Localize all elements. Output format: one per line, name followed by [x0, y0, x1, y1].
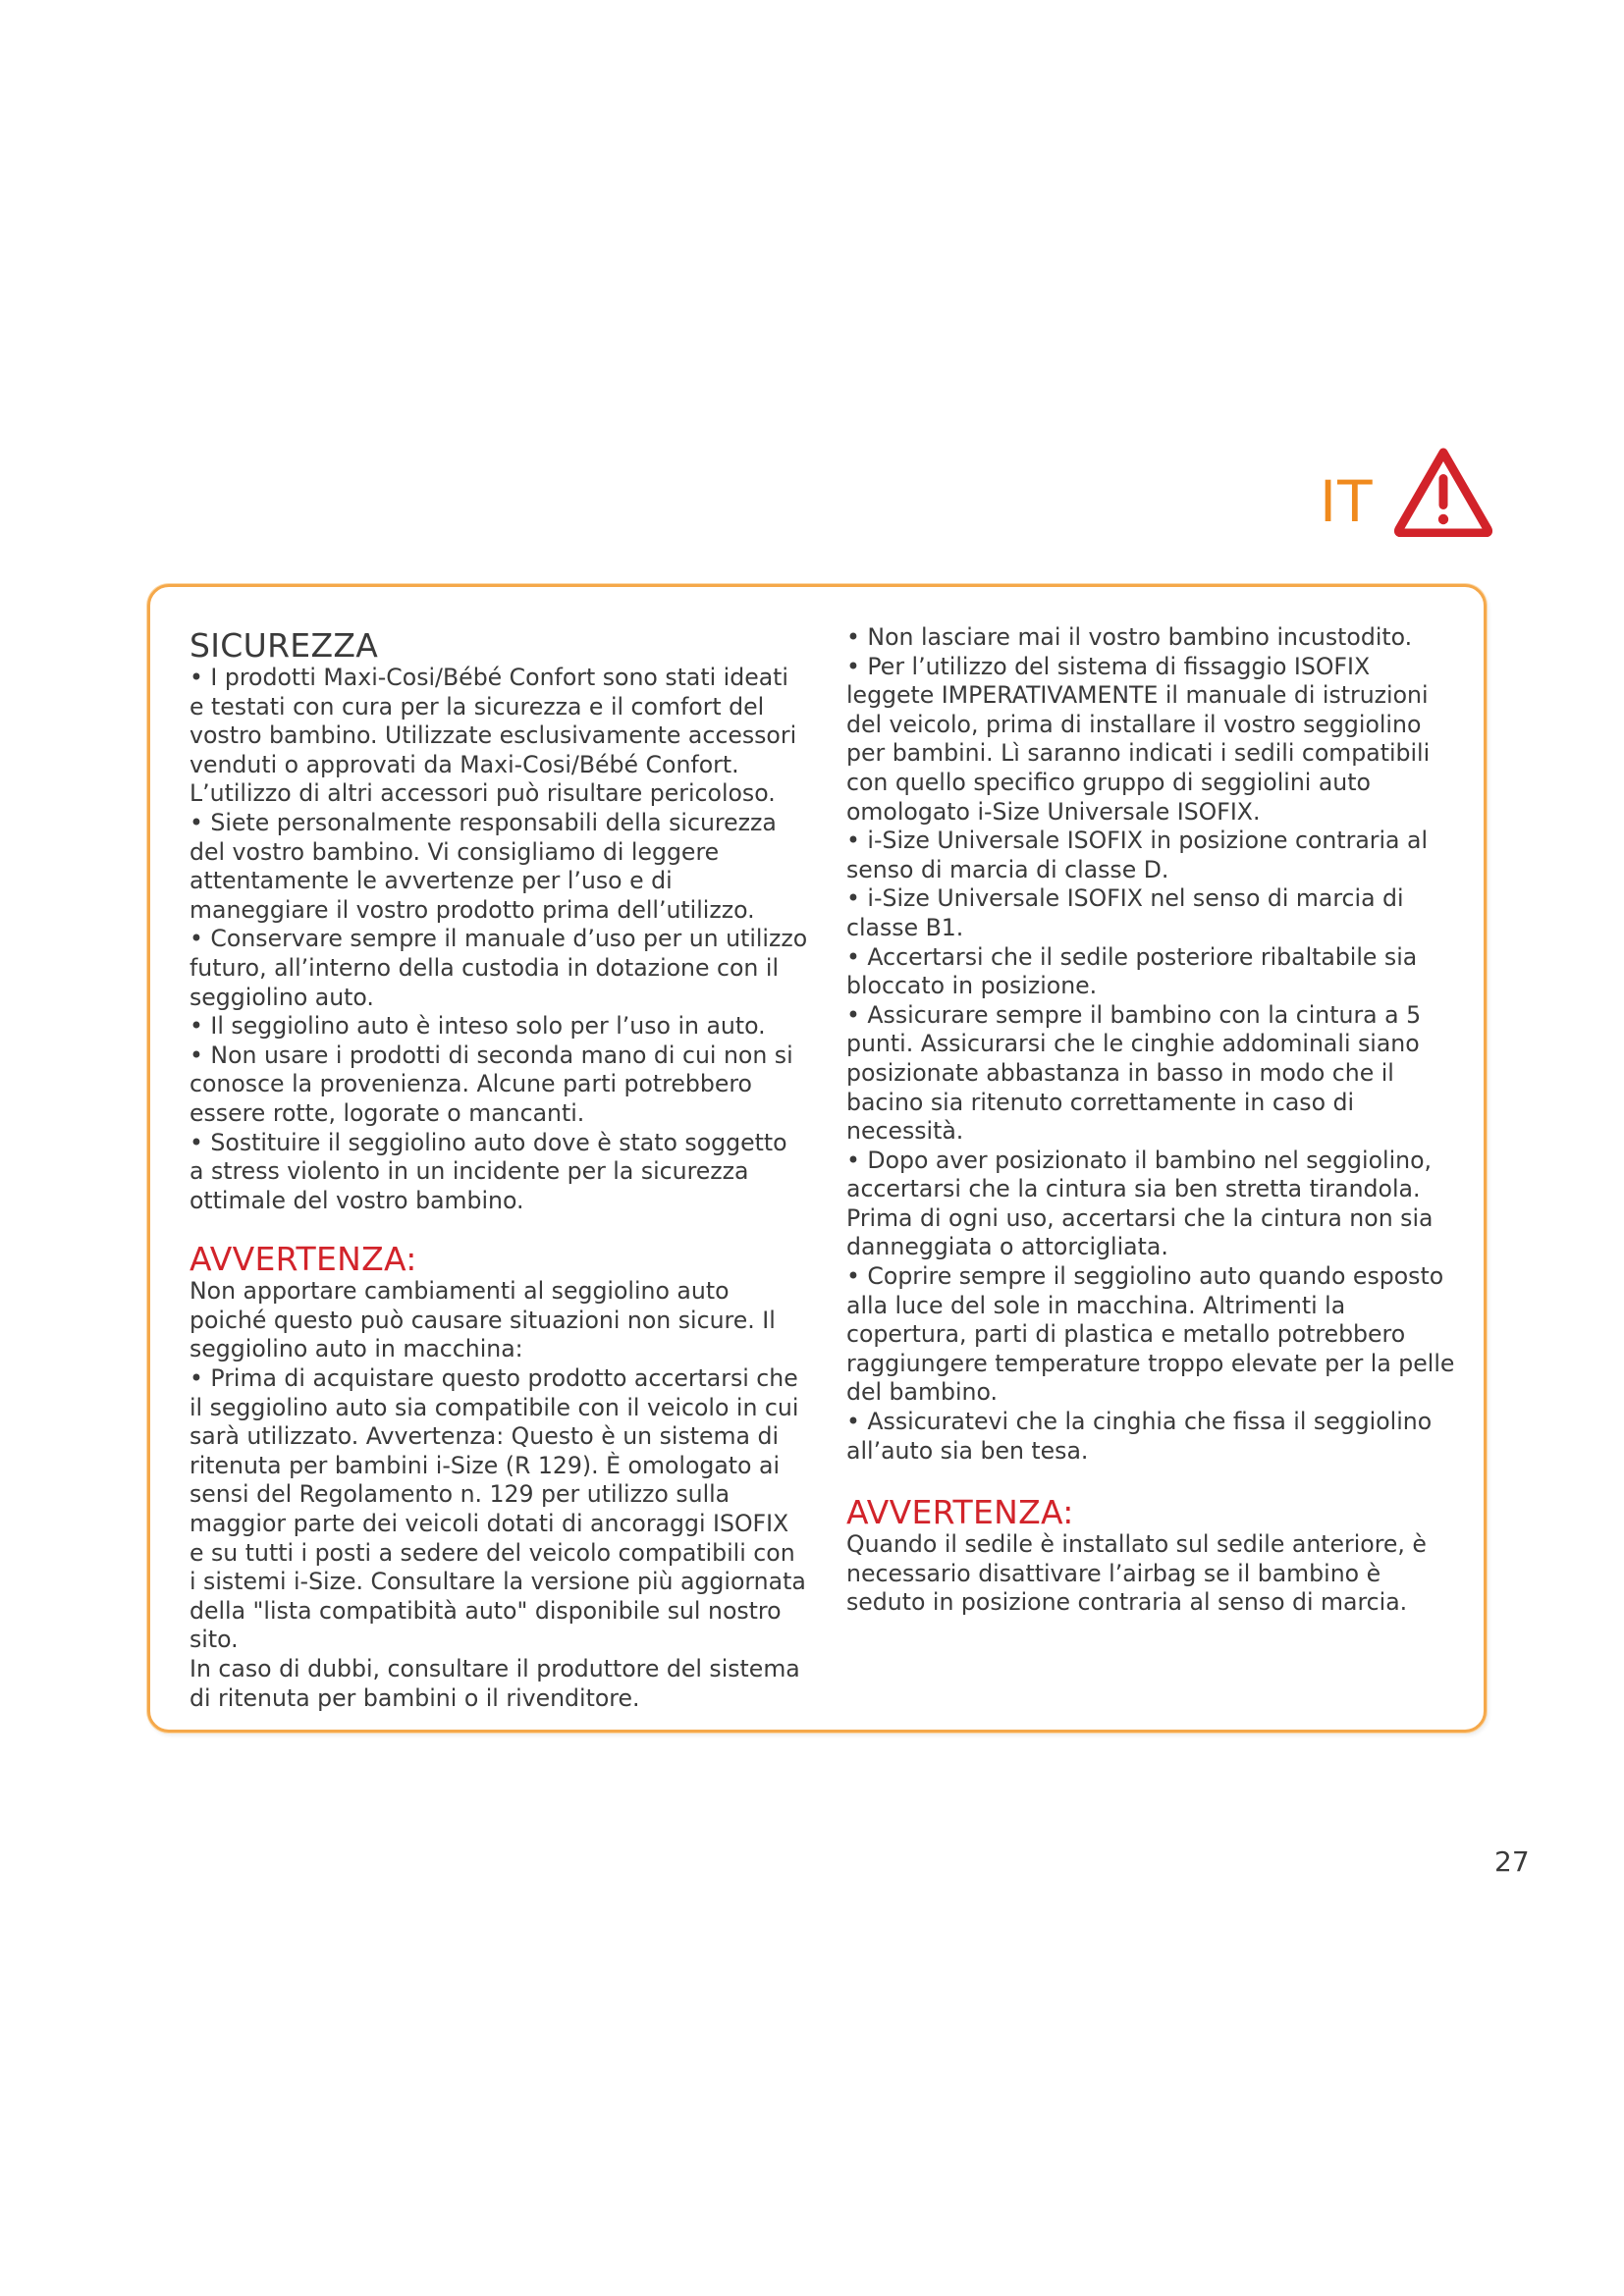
- safety-item: • Non lasciare mai il vostro bambino incustodito.: [846, 623, 1413, 651]
- warning-heading: AVVERTENZA:: [189, 1240, 417, 1279]
- warning-text: Quando il sedile è installato sul sedile anteriore, è necessario disattivare l’airbag se il bambino è seduto in posizione contraria al senso di marcia.: [846, 1530, 1427, 1617]
- safety-item: • Per l’utilizzo del sistema di fissaggio ISOFIX leggete IMPERATIVAMENTE il manuale di istruzioni del veicolo, prima di installare il vostro seggiolino per bambini. Lì saranno indicati i sedili compatibili con quello specifico gruppo di seggiolini auto omologato i-Size Universale ISOFIX.: [846, 652, 1431, 826]
- safety-item: • Siete personalmente responsabili della sicurezza del vostro bambino. Vi consigliamo di leggere attentamente le avvertenze per l’uso e di maneggiare il vostro prodotto prima dell’utilizzo.: [189, 808, 777, 924]
- right-column: [846, 623, 1463, 1618]
- safety-item: • i-Size Universale ISOFIX nel senso di marcia di classe B1.: [846, 884, 1404, 941]
- warning-heading: AVVERTENZA:: [846, 1493, 1074, 1532]
- safety-item: • Il seggiolino auto è inteso solo per l’uso in auto.: [189, 1012, 766, 1041]
- warning-item: In caso di dubbi, consultare il produttore del sistema di ritenuta per bambini o il rivenditore.: [189, 1655, 800, 1712]
- section-title-sicurezza: SICUREZZA: [189, 626, 379, 665]
- safety-item: • Conservare sempre il manuale d’uso per un utilizzo futuro, all’interno della custodia in dotazione con il seggiolino auto.: [189, 925, 808, 1011]
- safety-item: • Assicurare sempre il bambino con la cintura a 5 punti. Assicurarsi che le cinghie addominali siano posizionate abbastanza in basso in modo che il bacino sia ritenuto correttamente in caso di necessità.: [846, 1000, 1422, 1146]
- safety-item: • Accertarsi che il sedile posteriore ribaltabile sia bloccato in posizione.: [846, 942, 1418, 1000]
- safety-item: • I prodotti Maxi-Cosi/Bébé Confort sono stati ideati e testati con cura per la sicurezza e il comfort del vostro bambino. Utilizzate esclusivamente accessori venduti o approvati da Maxi-Cosi/Bébé Confort. L’utilizzo di altri accessori può risultare pericoloso.: [189, 664, 797, 808]
- warning-triangle-icon: [1394, 447, 1492, 537]
- safety-item: • Assicuratevi che la cinghia che fissa il seggiolino all’auto sia ben tesa.: [846, 1408, 1433, 1465]
- warning-item: • Prima di acquistare questo prodotto accertarsi che il seggiolino auto sia compatibile con il veicolo in cui sarà utilizzato. Avvertenza: Questo è un sistema di ritenuta per bambini i-Size (R 129). È omologato ai sensi del Regolamento n. 129 per utilizzo sulla maggior parte dei veicoli dotati di ancoraggi ISOFIX e su tutti i posti a sedere del veicolo compatibili con i sistemi i-Size. Consultare la versione più aggiornata della "lista compatibità auto" disponibile sul nostro sito.: [189, 1364, 806, 1654]
- language-code: IT: [1320, 468, 1374, 535]
- page-number: 27: [1494, 1845, 1530, 1878]
- safety-item: • Non usare i prodotti di seconda mano di cui non si conosce la provenienza. Alcune parti potrebbero essere rotte, logorate o mancanti.: [189, 1041, 793, 1127]
- warning-item: Non apportare cambiamenti al seggiolino auto poiché questo può causare situazioni non sicure. Il seggiolino auto in macchina:: [189, 1277, 776, 1363]
- safety-item: • Sostituire il seggiolino auto dove è stato soggetto a stress violento in un incidente per la sicurezza ottimale del vostro bambino.: [189, 1128, 787, 1214]
- safety-item: • Dopo aver posizionato il bambino nel seggiolino, accertarsi che la cintura sia ben stretta tirandola. Prima di ogni uso, accertarsi che la cintura non sia danneggiata o attorcigliata.: [846, 1146, 1434, 1261]
- safety-item: • i-Size Universale ISOFIX in posizione contraria al senso di marcia di classe D.: [846, 827, 1428, 883]
- left-column: [189, 628, 808, 1713]
- safety-item: • Coprire sempre il seggiolino auto quando esposto alla luce del sole in macchina. Altrimenti la copertura, parti di plastica e metallo potrebbero raggiungere temperature troppo elevate per la pelle del bambino.: [846, 1262, 1455, 1407]
